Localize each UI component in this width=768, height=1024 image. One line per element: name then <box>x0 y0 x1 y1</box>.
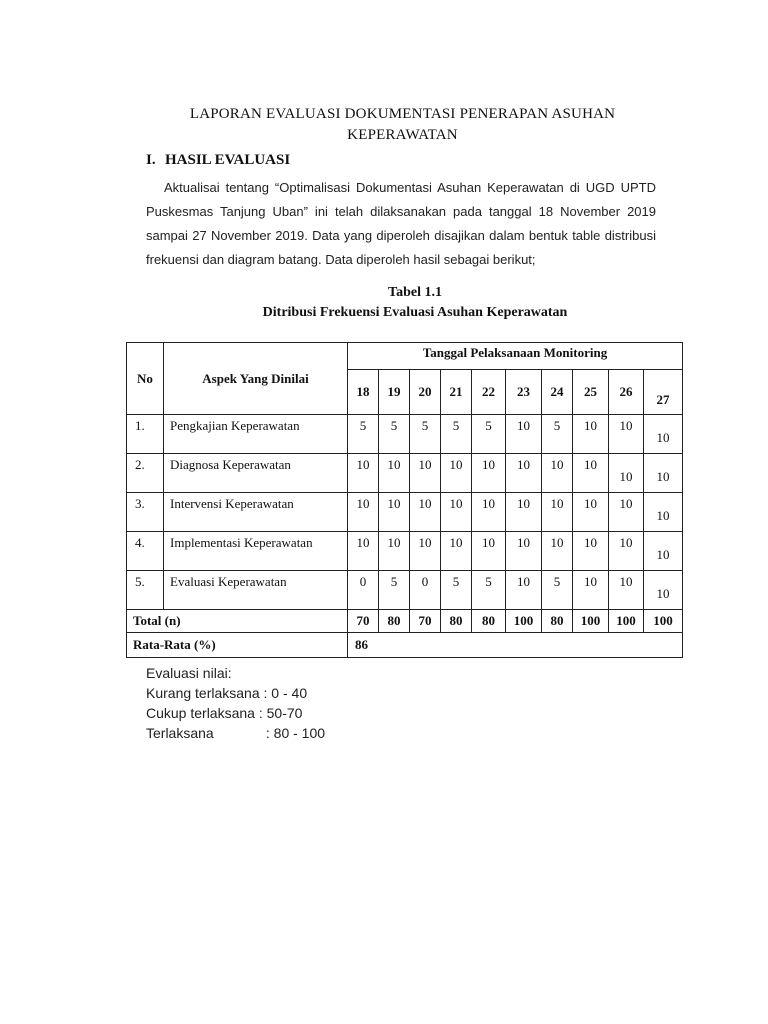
rata-value: 86 <box>348 633 683 658</box>
cell-value: 10 <box>348 532 379 571</box>
section-number: I. <box>146 152 156 168</box>
cell-value: 10 <box>441 493 472 532</box>
row-number: 1. <box>127 415 164 454</box>
table-body <box>127 415 683 610</box>
cell-value: 10 <box>644 454 683 493</box>
cell-value: 10 <box>644 415 683 454</box>
cell-value: 10 <box>609 532 644 571</box>
cell-value: 10 <box>609 454 644 493</box>
row-aspek: Implementasi Keperawatan <box>164 532 348 571</box>
row-aspek: Intervensi Keperawatan <box>164 493 348 532</box>
cell-value: 10 <box>609 493 644 532</box>
evaluation-item-range: : 50-70 <box>258 705 303 721</box>
date-header: 21 <box>441 370 472 415</box>
cell-value: 10 <box>379 532 410 571</box>
cell-value: 10 <box>542 532 573 571</box>
cell-value: 10 <box>410 532 441 571</box>
cell-value: 10 <box>542 493 573 532</box>
cell-value: 10 <box>472 454 506 493</box>
cell-value: 10 <box>609 571 644 610</box>
cell-value: 10 <box>609 415 644 454</box>
header-tanggal: Tanggal Pelaksanaan Monitoring <box>348 343 683 370</box>
total-value: 100 <box>573 610 609 633</box>
cell-value: 0 <box>410 571 441 610</box>
date-header: 25 <box>573 370 609 415</box>
date-header: 23 <box>506 370 542 415</box>
date-header: 19 <box>379 370 410 415</box>
report-title <box>130 104 675 146</box>
cell-value: 10 <box>472 532 506 571</box>
cell-value: 10 <box>379 454 410 493</box>
cell-value: 10 <box>573 571 609 610</box>
rata-row <box>127 633 683 658</box>
cell-value: 10 <box>644 493 683 532</box>
row-number: 5. <box>127 571 164 610</box>
total-value: 80 <box>379 610 410 633</box>
header-no: No <box>127 343 164 415</box>
total-value: 100 <box>506 610 542 633</box>
total-value: 100 <box>609 610 644 633</box>
cell-value: 10 <box>506 415 542 454</box>
total-value: 100 <box>644 610 683 633</box>
intro-paragraph-text: Aktualisai tentang “Optimalisasi Dokumentasi Asuhan Keperawatan di UGD UPTD Puskesmas Tanjung Uban” ini telah dilaksanakan pada tanggal 18 November 2019 sampai 27 November 2019. Data yang diperoleh disajikan dalam bentuk table distribusi frekuensi dan diagram batang. Data diperoleh hasil sebagai berikut; <box>146 180 656 267</box>
row-aspek: Diagnosa Keperawatan <box>164 454 348 493</box>
cell-value: 5 <box>379 415 410 454</box>
cell-value: 10 <box>573 532 609 571</box>
frequency-table <box>126 342 683 658</box>
row-number: 4. <box>127 532 164 571</box>
evaluation-item-label: Cukup terlaksana <box>146 705 255 721</box>
report-title-line1: LAPORAN EVALUASI DOKUMENTASI PENERAPAN ASUHAN <box>189 106 616 122</box>
total-label: Total (n) <box>127 610 348 633</box>
cell-value: 10 <box>348 454 379 493</box>
rata-label: Rata-Rata (%) <box>127 633 348 658</box>
date-header: 18 <box>348 370 379 415</box>
cell-value: 10 <box>573 415 609 454</box>
evaluation-item <box>146 683 325 703</box>
cell-value: 5 <box>542 415 573 454</box>
cell-value: 5 <box>379 571 410 610</box>
row-number: 2. <box>127 454 164 493</box>
intro-paragraph <box>146 176 656 272</box>
date-header: 24 <box>542 370 573 415</box>
table-number: Tabel 1.1 <box>388 285 442 300</box>
cell-value: 10 <box>542 454 573 493</box>
cell-value: 5 <box>441 415 472 454</box>
evaluation-item <box>146 703 325 723</box>
table-title: Ditribusi Frekuensi Evaluasi Asuhan Keperawatan <box>262 305 568 320</box>
cell-value: 5 <box>410 415 441 454</box>
cell-value: 10 <box>506 454 542 493</box>
evaluation-heading: Evaluasi nilai: <box>146 665 232 681</box>
evaluation-legend <box>146 663 325 743</box>
section-title: HASIL EVALUASI <box>165 152 291 168</box>
cell-value: 10 <box>644 571 683 610</box>
cell-value: 5 <box>348 415 379 454</box>
total-value: 70 <box>348 610 379 633</box>
cell-value: 10 <box>573 454 609 493</box>
cell-value: 10 <box>506 532 542 571</box>
evaluation-item-range: : 0 - 40 <box>263 685 308 701</box>
cell-value: 10 <box>644 532 683 571</box>
table-row <box>127 454 683 493</box>
date-header: 22 <box>472 370 506 415</box>
evaluation-item-range: : 80 - 100 <box>265 725 326 741</box>
cell-value: 0 <box>348 571 379 610</box>
cell-value: 10 <box>410 454 441 493</box>
cell-value: 10 <box>573 493 609 532</box>
cell-value: 10 <box>441 454 472 493</box>
total-value: 80 <box>542 610 573 633</box>
evaluation-item-label: Kurang terlaksana <box>146 685 260 701</box>
cell-value: 10 <box>348 493 379 532</box>
cell-value: 10 <box>472 493 506 532</box>
cell-value: 5 <box>542 571 573 610</box>
cell-value: 5 <box>441 571 472 610</box>
row-aspek: Evaluasi Keperawatan <box>164 571 348 610</box>
table-row <box>127 571 683 610</box>
date-header: 27 <box>644 370 683 415</box>
cell-value: 10 <box>506 493 542 532</box>
section-heading <box>146 152 290 169</box>
header-aspek: Aspek Yang Dinilai <box>164 343 348 415</box>
date-header: 20 <box>410 370 441 415</box>
table-row <box>127 532 683 571</box>
table-row <box>127 493 683 532</box>
cell-value: 10 <box>379 493 410 532</box>
total-value: 70 <box>410 610 441 633</box>
date-header: 26 <box>609 370 644 415</box>
row-number: 3. <box>127 493 164 532</box>
evaluation-item <box>146 723 325 743</box>
cell-value: 5 <box>472 415 506 454</box>
cell-value: 10 <box>441 532 472 571</box>
table-row <box>127 415 683 454</box>
cell-value: 10 <box>506 571 542 610</box>
total-value: 80 <box>441 610 472 633</box>
total-row <box>127 610 683 633</box>
cell-value: 5 <box>472 571 506 610</box>
report-title-line2: KEPERAWATAN <box>347 127 458 143</box>
cell-value: 10 <box>410 493 441 532</box>
evaluation-item-label: Terlaksana <box>146 725 214 741</box>
total-value: 80 <box>472 610 506 633</box>
row-aspek: Pengkajian Keperawatan <box>164 415 348 454</box>
